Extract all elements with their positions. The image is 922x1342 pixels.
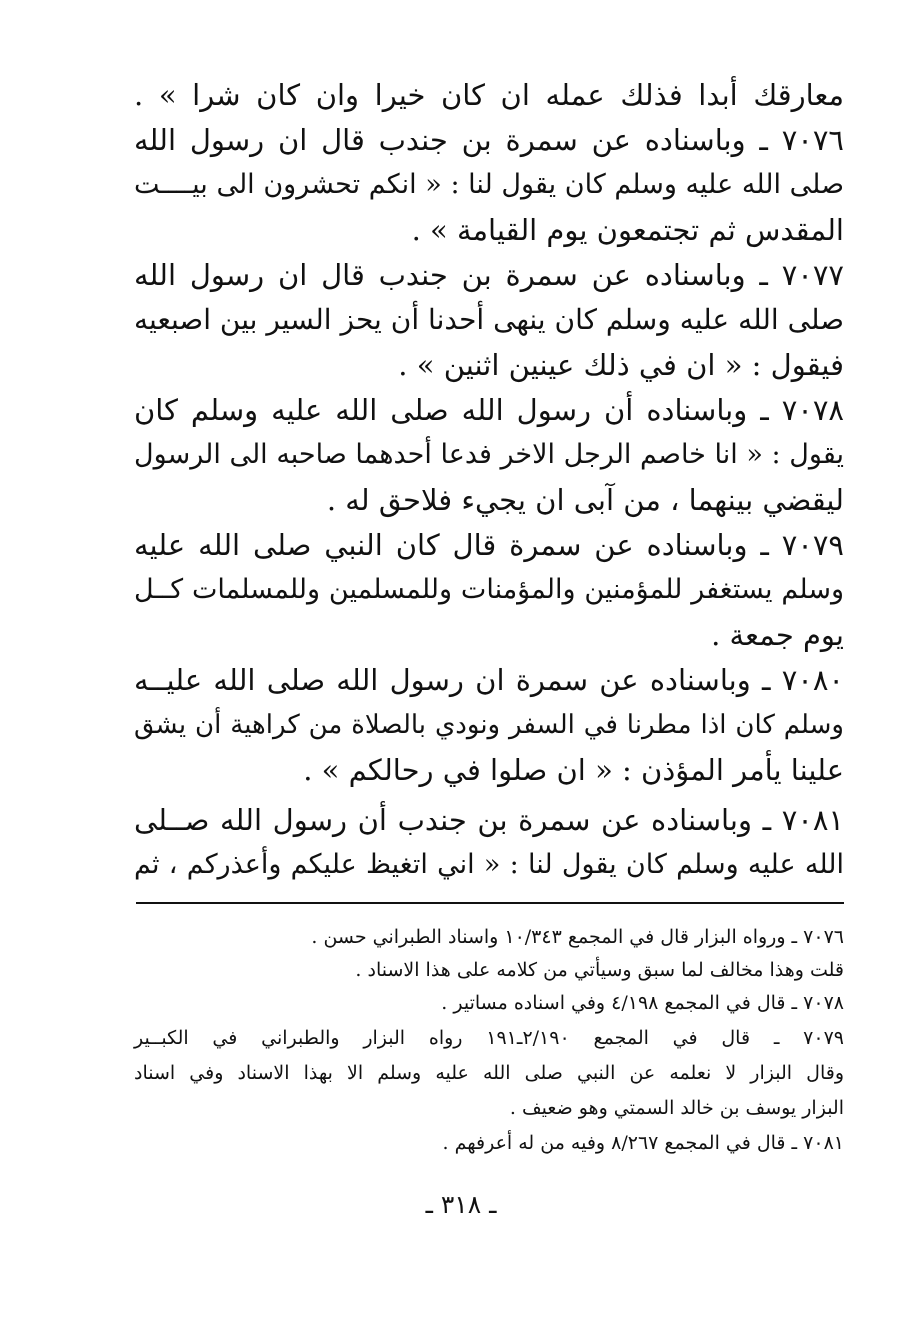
footnote-line: وقال البزار لا نعلمه عن النبي صلى الله عليه وسلم الا بهذا الاسناد وفي اسناد bbox=[134, 1062, 844, 1084]
footnote-divider bbox=[136, 902, 844, 904]
hadith-7079-line: ٧٠٧٩ ـ وباسناده عن سمرة قال كان النبي صلى الله عليه bbox=[134, 528, 844, 562]
footnote-line: البزار يوسف بن خالد السمتي وهو ضعيف . bbox=[509, 1097, 844, 1119]
hadith-7081-line: ٧٠٨١ ـ وباسناده عن سمرة بن جندب أن رسول الله صــلى bbox=[134, 803, 844, 837]
footnote-line: ٧٠٧٩ ـ قال في المجمع ٢/١٩٠ـ١٩١ رواه البزار والطبراني في الكبــير bbox=[134, 1027, 844, 1049]
body-line: ليقضي بينهما ، من آبى ان يجيء فلاحق له . bbox=[326, 483, 844, 517]
footnote-line: ٧٠٧٦ ـ ورواه البزار قال في المجمع ١٠/٣٤٣ واسناد الطبراني حسن . bbox=[311, 926, 844, 948]
hadith-7076-line: ٧٠٧٦ ـ وباسناده عن سمرة بن جندب قال ان رسول الله bbox=[134, 123, 844, 157]
body-line: صلى الله عليه وسلم كان ينهى أحدنا أن يحز السير بين اصبعيه bbox=[134, 303, 844, 336]
footnote-line: ٧٠٨١ ـ قال في المجمع ٨/٢٦٧ وفيه من له أعرفهم . bbox=[442, 1132, 844, 1154]
page-number: ـ ٣١٨ ـ bbox=[425, 1190, 497, 1219]
body-line: فيقول : « ان في ذلك عينين اثنين » . bbox=[398, 348, 844, 382]
body-line: يوم جمعة . bbox=[711, 618, 844, 652]
body-line: علينا يأمر المؤذن : « ان صلوا في رحالكم » . bbox=[303, 753, 844, 787]
body-line: معارقك أبدا فذلك عمله ان كان خيرا وان كان شرا » . bbox=[134, 78, 844, 112]
hadith-7078-line: ٧٠٧٨ ـ وباسناده أن رسول الله صلى الله عليه وسلم كان bbox=[134, 393, 844, 427]
hadith-7080-line: ٧٠٨٠ ـ وباسناده عن سمرة ان رسول الله صلى الله عليــه bbox=[134, 663, 844, 697]
body-line: وسلم كان اذا مطرنا في السفر ونودي بالصلاة من كراهية أن يشق bbox=[134, 710, 844, 740]
footnote-line: قلت وهذا مخالف لما سبق وسيأتي من كلامه على هذا الاسناد . bbox=[355, 959, 844, 981]
body-line: صلى الله عليه وسلم كان يقول لنا : « انكم تحشرون الى بيــــت bbox=[134, 169, 844, 200]
footnote-line: ٧٠٧٨ ـ قال في المجمع ٤/١٩٨ وفي اسناده مساتير . bbox=[441, 992, 844, 1014]
body-line: الله عليه وسلم كان يقول لنا : « اني اتغيظ عليكم وأعذركم ، ثم bbox=[134, 849, 844, 880]
body-line: وسلم يستغفر للمؤمنين والمؤمنات وللمسلمين وللمسلمات كــل bbox=[134, 574, 844, 605]
body-line: المقدس ثم تجتمعون يوم القيامة » . bbox=[411, 213, 844, 247]
hadith-7077-line: ٧٠٧٧ ـ وباسناده عن سمرة بن جندب قال ان رسول الله bbox=[134, 258, 844, 292]
body-line: يقول : « انا خاصم الرجل الاخر فدعا أحدهما صاحبه الى الرسول bbox=[134, 439, 844, 470]
